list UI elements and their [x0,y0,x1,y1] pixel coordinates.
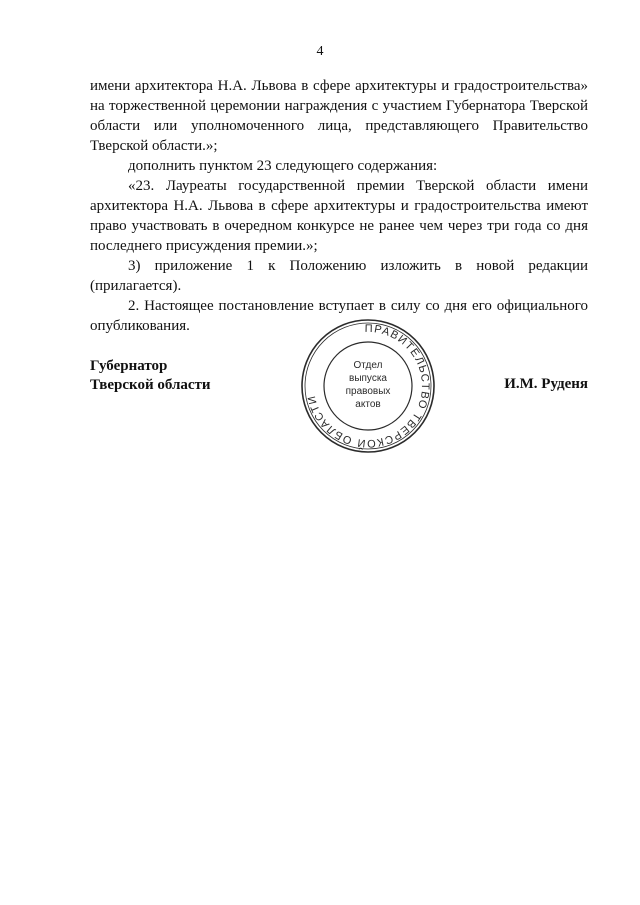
paragraph-clause-23: «23. Лауреаты государственной премии Тверской области имени архитектора Н.А. Львова в сфере архитектуры и градостроительства имеют право участвовать в очередном конкурсе не ранее чем через три года со дня последнего присуждения премии.»; [90,178,588,254]
official-stamp [300,318,436,454]
signatory-title-line1: Губернатор [90,358,168,374]
paragraph-effective-date: 2. Настоящее постановление вступает в силу со дня его официального опубликования. [90,298,588,334]
stamp-seal [300,318,436,454]
page-number: 4 [316,44,324,59]
paragraph-amendment-intro: дополнить пунктом 23 следующего содержания: [128,158,438,174]
paragraph-continuation: имени архитектора Н.А. Львова в сфере архитектуры и градостроительства» на торжественной церемонии награждения с участием Губернатора Тверской области или уполномоченного лица, представляющего Правительство Тверской области.»; [90,78,588,154]
signatory-name: И.М. Руденя [504,376,588,392]
stamp-center-line-3: правовых [345,386,391,397]
document-body [90,76,588,336]
stamp-ring-textpath: ПРАВИТЕЛЬСТВО ТВЕРСКОЙ ОБЛАСТИ [305,322,432,450]
stamp-center-line-4: актов [355,399,381,410]
signatory-title-line2: Тверской области [90,377,211,393]
signatory-title [90,357,211,395]
paragraph-appendix: 3) приложение 1 к Положению изложить в новой редакции (прилагается). [90,258,588,294]
stamp-center-line-2: выпуска [349,373,387,384]
stamp-center-line-1: Отдел [353,360,383,371]
